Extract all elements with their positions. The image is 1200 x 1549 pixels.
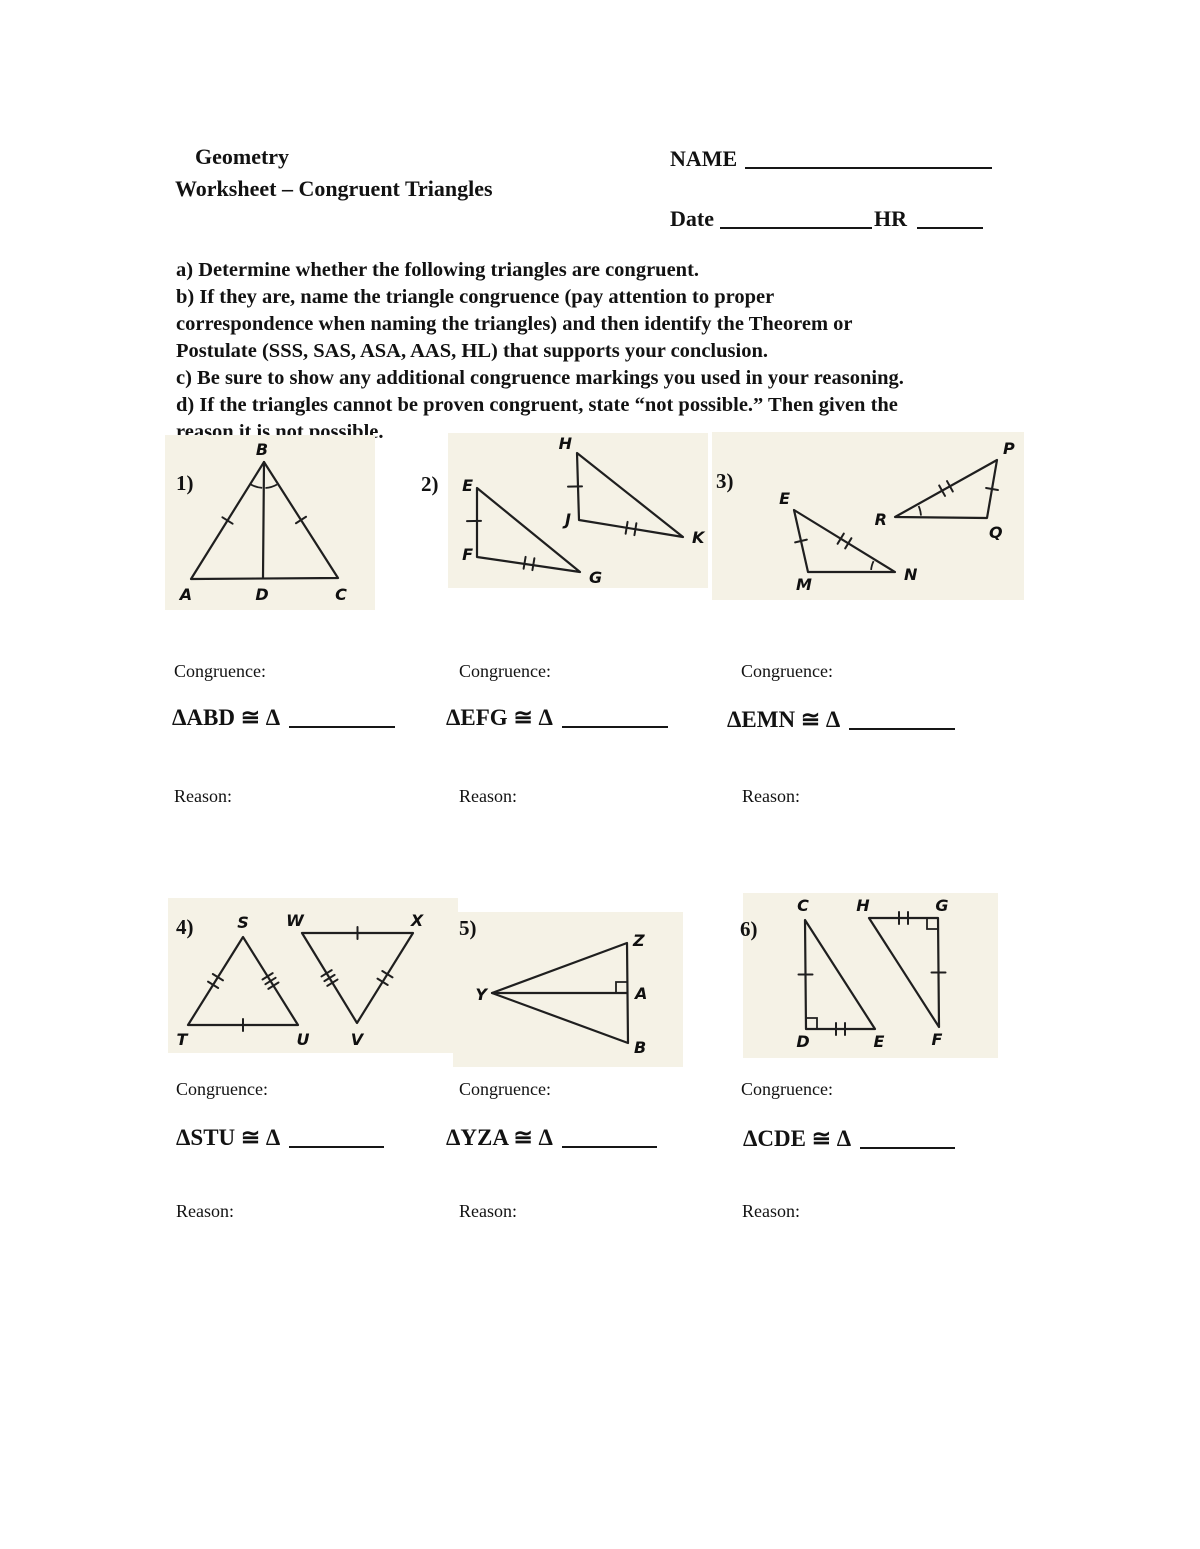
vertex-label-f: F — [462, 545, 473, 564]
triangle-efg — [477, 488, 580, 572]
angle-arc-r — [919, 506, 921, 516]
instruction-line: Postulate (SSS, SAS, ASA, AAS, HL) that supports your conclusion. — [176, 340, 768, 362]
triangle-diagram-4 — [168, 898, 458, 1053]
congruence-label-4: Congruence: — [176, 1079, 268, 1099]
date-row — [670, 202, 983, 232]
problem-4-number: 4) — [176, 915, 194, 939]
vertex-label-n: N — [904, 565, 918, 584]
triangle-diagram-3 — [712, 432, 1024, 600]
tick-mark-jk — [626, 522, 628, 534]
congruence-blank — [289, 1123, 384, 1148]
congruence-label-3: Congruence: — [741, 661, 833, 681]
congruence-statement-6 — [743, 1121, 955, 1152]
problem-5-number: 5) — [459, 916, 477, 940]
name-blank — [745, 145, 992, 169]
course-title: Geometry — [195, 144, 290, 169]
congruence-statement-1 — [172, 700, 395, 731]
vertex-label-c: C — [797, 896, 809, 915]
congruence-label-2: Congruence: — [459, 661, 551, 681]
triangle-rpq — [895, 460, 997, 518]
vertex-label-r: R — [874, 510, 887, 529]
instruction-line: b) If they are, name the triangle congruence (pay attention to proper — [176, 286, 775, 308]
congruence-statement-3 — [727, 702, 955, 733]
instruction-line: c) Be sure to show any additional congruence markings you used in your reasoning. — [176, 367, 904, 389]
tick-mark-su — [268, 983, 278, 989]
vertex-label-b: B — [634, 1038, 647, 1057]
triangle-diagram-1 — [165, 435, 375, 610]
vertex-label-e: E — [462, 476, 473, 495]
congruence-prefix: ΔEMN ≅ Δ — [727, 707, 841, 732]
tick-mark-st — [213, 974, 223, 980]
triangle-yzb — [492, 943, 628, 1043]
vertex-label-e: E — [873, 1032, 885, 1051]
vertex-label-p: P — [1003, 439, 1015, 458]
reason-label-6: Reason: — [742, 1201, 800, 1221]
reason-label-4: Reason: — [176, 1201, 234, 1221]
tick-mark-su — [263, 973, 273, 979]
problem-2-number: 2) — [421, 472, 439, 496]
tick-mark-fg — [524, 557, 526, 569]
tick-mark-wv — [327, 980, 337, 986]
tick-mark-em — [795, 540, 807, 543]
vertex-label-g: G — [589, 568, 603, 587]
triangle-cde — [805, 920, 875, 1029]
reason-label-5: Reason: — [459, 1201, 517, 1221]
reason-label-1: Reason: — [174, 786, 232, 806]
tick-mark-st — [208, 982, 218, 988]
vertex-label-u: U — [296, 1030, 310, 1049]
vertex-label-j: J — [565, 510, 571, 529]
tick-mark-xv — [378, 979, 388, 985]
congruence-prefix: ΔEFG ≅ Δ — [446, 705, 553, 730]
vertex-label-g: G — [935, 896, 949, 915]
tick-mark-wv — [324, 975, 334, 981]
vertex-label-v: V — [350, 1030, 364, 1049]
tick-mark-jk — [634, 523, 636, 535]
worksheet-title: Worksheet – Congruent Triangles — [175, 176, 493, 201]
triangle-hjk — [577, 453, 683, 537]
vertex-label-x: X — [410, 911, 424, 930]
vertex-label-k: K — [692, 528, 705, 547]
tick-mark-wv — [321, 970, 331, 976]
vertex-label-a: A — [635, 984, 648, 1003]
congruence-prefix: ΔSTU ≅ Δ — [176, 1125, 281, 1150]
right-angle-mark-g — [927, 918, 938, 929]
angle-arc-abd — [250, 484, 263, 488]
triangle-diagram-6 — [743, 893, 998, 1058]
vertex-label-s: S — [237, 913, 249, 932]
triangle-diagram-2 — [448, 433, 708, 588]
triangle-abc — [191, 462, 338, 579]
triangle-diagram-5 — [453, 912, 683, 1067]
vertex-label-t: T — [176, 1030, 188, 1049]
reason-label-3: Reason: — [742, 786, 800, 806]
instructions — [176, 257, 904, 446]
congruence-blank — [562, 703, 668, 728]
vertex-label-z: Z — [633, 931, 645, 950]
congruence-prefix: ΔCDE ≅ Δ — [743, 1126, 852, 1151]
date-blank — [720, 205, 872, 229]
instruction-line: reason it is not possible. — [176, 421, 384, 443]
congruence-label-1: Congruence: — [174, 661, 266, 681]
vertex-label-b: B — [255, 440, 269, 459]
segment-bd — [263, 462, 264, 578]
name-label: NAME — [670, 146, 738, 171]
tick-mark-en — [845, 538, 851, 548]
vertex-label-e: E — [779, 489, 790, 508]
congruence-statement-4 — [176, 1120, 384, 1151]
hr-label: HR — [873, 206, 907, 231]
congruence-statement-2 — [446, 700, 668, 731]
congruence-statement-5 — [446, 1120, 657, 1151]
problem-3-number: 3) — [716, 469, 734, 493]
congruence-blank — [562, 1123, 657, 1148]
triangle-wxv — [302, 933, 413, 1023]
problem-1-number: 1) — [176, 471, 194, 495]
reason-label-2: Reason: — [459, 786, 517, 806]
tick-mark-pq — [986, 488, 998, 490]
tick-mark-bc — [296, 517, 306, 523]
vertex-label-w: W — [286, 911, 304, 930]
tick-mark-fg — [532, 558, 534, 570]
tick-mark-en — [838, 534, 844, 544]
triangle-stu — [188, 937, 298, 1025]
hr-blank — [917, 205, 983, 229]
vertex-label-y: Y — [475, 985, 487, 1004]
congruence-blank — [849, 705, 955, 730]
angle-arc-dbc — [265, 485, 277, 489]
instruction-line: correspondence when naming the triangles) and then identify the Theorem or — [176, 313, 853, 335]
vertex-label-h: H — [558, 434, 572, 453]
vertex-label-h: H — [856, 896, 870, 915]
congruence-prefix: ΔYZA ≅ Δ — [446, 1125, 553, 1150]
name-row — [670, 142, 992, 172]
vertex-label-d: D — [255, 585, 269, 604]
congruence-prefix: ΔABD ≅ Δ — [172, 705, 281, 730]
angle-arc-n — [871, 561, 874, 570]
tick-mark-xv — [382, 971, 392, 977]
vertex-label-q: Q — [989, 523, 1003, 542]
instruction-line: d) If the triangles cannot be proven congruent, state “not possible.” Then given the — [176, 394, 898, 416]
congruence-label-6: Congruence: — [741, 1079, 833, 1099]
tick-mark-ab — [222, 517, 232, 523]
right-angle-mark-d — [806, 1018, 817, 1029]
tick-mark-su — [265, 978, 275, 984]
instruction-line: a) Determine whether the following triangles are congruent. — [176, 259, 700, 281]
vertex-label-c: C — [335, 585, 347, 604]
congruence-label-5: Congruence: — [459, 1079, 551, 1099]
congruence-blank — [860, 1124, 955, 1149]
vertex-label-a: A — [179, 585, 193, 604]
vertex-label-d: D — [796, 1032, 810, 1051]
problem-6-number: 6) — [740, 917, 758, 941]
vertex-label-m: M — [796, 575, 812, 594]
triangle-hgf — [869, 918, 939, 1027]
date-label: Date — [670, 206, 714, 231]
vertex-label-f: F — [931, 1030, 943, 1049]
right-angle-mark-a — [616, 982, 627, 993]
congruence-blank — [289, 703, 395, 728]
